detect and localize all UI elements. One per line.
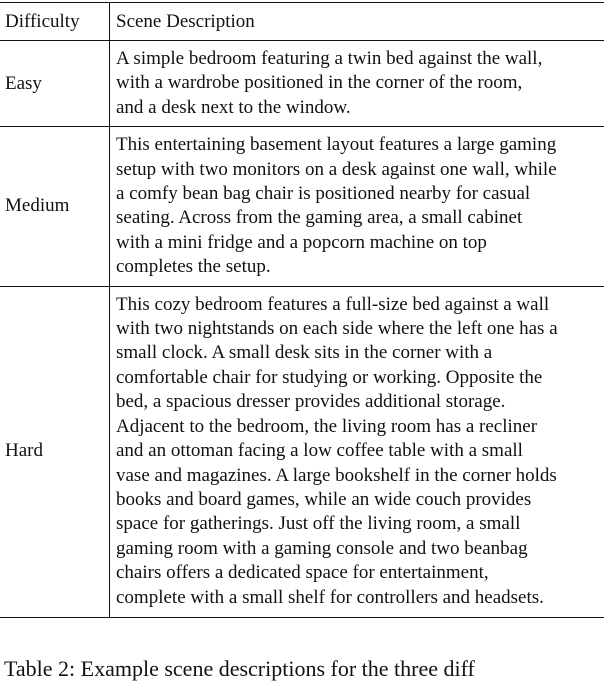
description-line: bed, a spacious dresser provides additional storage. bbox=[116, 390, 604, 414]
table-row bbox=[0, 127, 604, 286]
header-difficulty: Difficulty bbox=[0, 3, 110, 41]
header-scene-description: Scene Description bbox=[110, 3, 604, 41]
description-line: books and board games, while an wide couch provides bbox=[116, 488, 604, 512]
table-caption: Table 2: Example scene descriptions for the three diff bbox=[4, 656, 475, 682]
scene-description-cell bbox=[110, 127, 604, 286]
description-line: completes the setup. bbox=[116, 255, 604, 279]
description-line: vase and magazines. A large bookshelf in the corner holds bbox=[116, 464, 604, 488]
description-line: space for gatherings. Just off the living room, a small bbox=[116, 512, 604, 536]
description-line: chairs offers a dedicated space for entertainment, bbox=[116, 561, 604, 585]
description-line: complete with a small shelf for controllers and headsets. bbox=[116, 586, 604, 610]
table-row bbox=[0, 286, 604, 617]
description-line: A simple bedroom featuring a twin bed against the wall, bbox=[116, 47, 604, 71]
description-line: comfortable chair for studying or working. Opposite the bbox=[116, 366, 604, 390]
table-row bbox=[0, 41, 604, 127]
description-line: Adjacent to the bedroom, the living room has a recliner bbox=[116, 415, 604, 439]
description-line: gaming room with a gaming console and two beanbag bbox=[116, 537, 604, 561]
description-line: seating. Across from the gaming area, a small cabinet bbox=[116, 206, 604, 230]
table-header-row bbox=[0, 3, 604, 41]
description-line: This entertaining basement layout features a large gaming bbox=[116, 133, 604, 157]
description-line: with a wardrobe positioned in the corner of the room, bbox=[116, 71, 604, 95]
description-line: small clock. A small desk sits in the corner with a bbox=[116, 341, 604, 365]
scene-description-cell bbox=[110, 286, 604, 617]
scene-description-table bbox=[0, 2, 604, 618]
description-line: a comfy bean bag chair is positioned nearby for casual bbox=[116, 182, 604, 206]
description-line: and an ottoman facing a low coffee table with a small bbox=[116, 439, 604, 463]
description-line: This cozy bedroom features a full-size bed against a wall bbox=[116, 293, 604, 317]
difficulty-cell: Easy bbox=[0, 41, 110, 127]
difficulty-cell: Hard bbox=[0, 286, 110, 617]
difficulty-cell: Medium bbox=[0, 127, 110, 286]
description-line: with a mini fridge and a popcorn machine on top bbox=[116, 231, 604, 255]
description-line: setup with two monitors on a desk against one wall, while bbox=[116, 158, 604, 182]
description-line: with two nightstands on each side where the left one has a bbox=[116, 317, 604, 341]
description-line: and a desk next to the window. bbox=[116, 96, 604, 120]
scene-description-cell bbox=[110, 41, 604, 127]
